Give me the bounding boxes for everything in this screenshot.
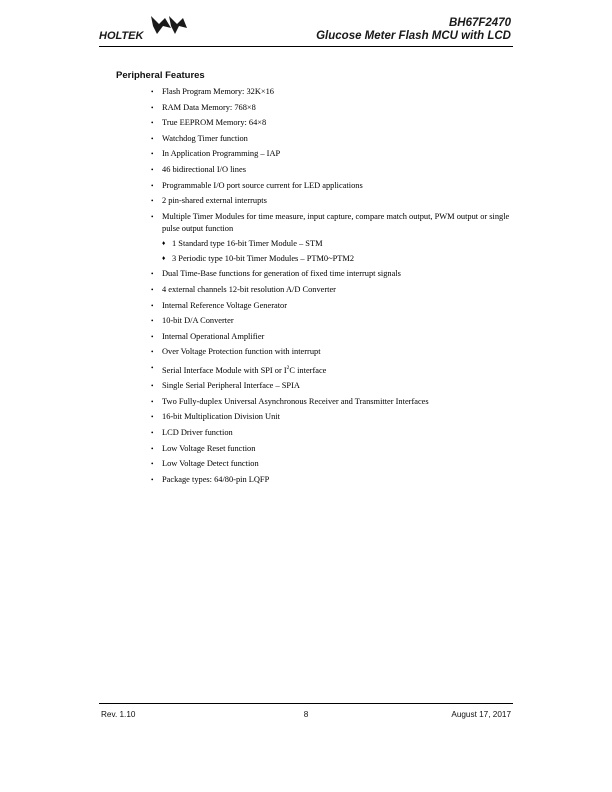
- logo-wordmark: HOLTEK: [99, 30, 144, 42]
- feature-item: • 10-bit D/A Converter: [148, 315, 518, 327]
- timer-sublist: [162, 238, 518, 265]
- feature-item: • True EEPROM Memory: 64×8: [148, 117, 518, 129]
- page-header: [99, 14, 513, 47]
- sub-item: ♦ 1 Standard type 16-bit Timer Module – STM: [162, 238, 518, 250]
- feature-item: • Programmable I/O port source current for LED applications: [148, 180, 518, 192]
- header-titles: [316, 17, 511, 43]
- serial-suffix: C interface: [289, 365, 327, 375]
- feature-item-serial: [148, 362, 518, 377]
- feature-item: • Over Voltage Protection function with interrupt: [148, 346, 518, 358]
- sub-item: ♦ 3 Periodic type 10-bit Timer Modules – PTM0~PTM2: [162, 253, 518, 265]
- page-number: 8: [303, 710, 309, 719]
- feature-item-timers: [148, 211, 518, 265]
- feature-item: • Two Fully-duplex Universal Asynchronous Receiver and Transmitter Interfaces: [148, 396, 518, 408]
- serial-prefix: Serial Interface Module with SPI or I: [162, 365, 287, 375]
- feature-item: • 16-bit Multiplication Division Unit: [148, 411, 518, 423]
- feature-item: • Dual Time-Base functions for generation of fixed time interrupt signals: [148, 268, 518, 280]
- feature-item: • Flash Program Memory: 32K×16: [148, 86, 518, 98]
- feature-item: • Internal Operational Amplifier: [148, 331, 518, 343]
- feature-item: • Single Serial Peripheral Interface – SPIA: [148, 380, 518, 392]
- feature-text: Multiple Timer Modules for time measure, input capture, compare match output, PWM output or single pulse output function: [162, 211, 510, 233]
- feature-list: [148, 86, 518, 489]
- document-title: Glucose Meter Flash MCU with LCD: [316, 30, 511, 42]
- part-number: BH67F2470: [448, 17, 511, 29]
- feature-item: • Package types: 64/80-pin LQFP: [148, 474, 518, 486]
- page-footer: [99, 703, 513, 719]
- revision: Rev. 1.10: [101, 710, 136, 719]
- feature-item: • 46 bidirectional I/O lines: [148, 164, 518, 176]
- feature-item: • Internal Reference Voltage Generator: [148, 300, 518, 312]
- holtek-logo: [99, 14, 189, 44]
- feature-item: • RAM Data Memory: 768×8: [148, 102, 518, 114]
- feature-item: • 4 external channels 12-bit resolution A/D Converter: [148, 284, 518, 296]
- feature-item: • Watchdog Timer function: [148, 133, 518, 145]
- feature-item: • In Application Programming – IAP: [148, 148, 518, 160]
- feature-item: • Low Voltage Reset function: [148, 443, 518, 455]
- footer-date: August 17, 2017: [451, 710, 511, 719]
- feature-item: • LCD Driver function: [148, 427, 518, 439]
- section-title: Peripheral Features: [116, 70, 205, 81]
- feature-item: • 2 pin-shared external interrupts: [148, 195, 518, 207]
- feature-item: • Low Voltage Detect function: [148, 458, 518, 470]
- serial-superscript: 2: [286, 364, 290, 371]
